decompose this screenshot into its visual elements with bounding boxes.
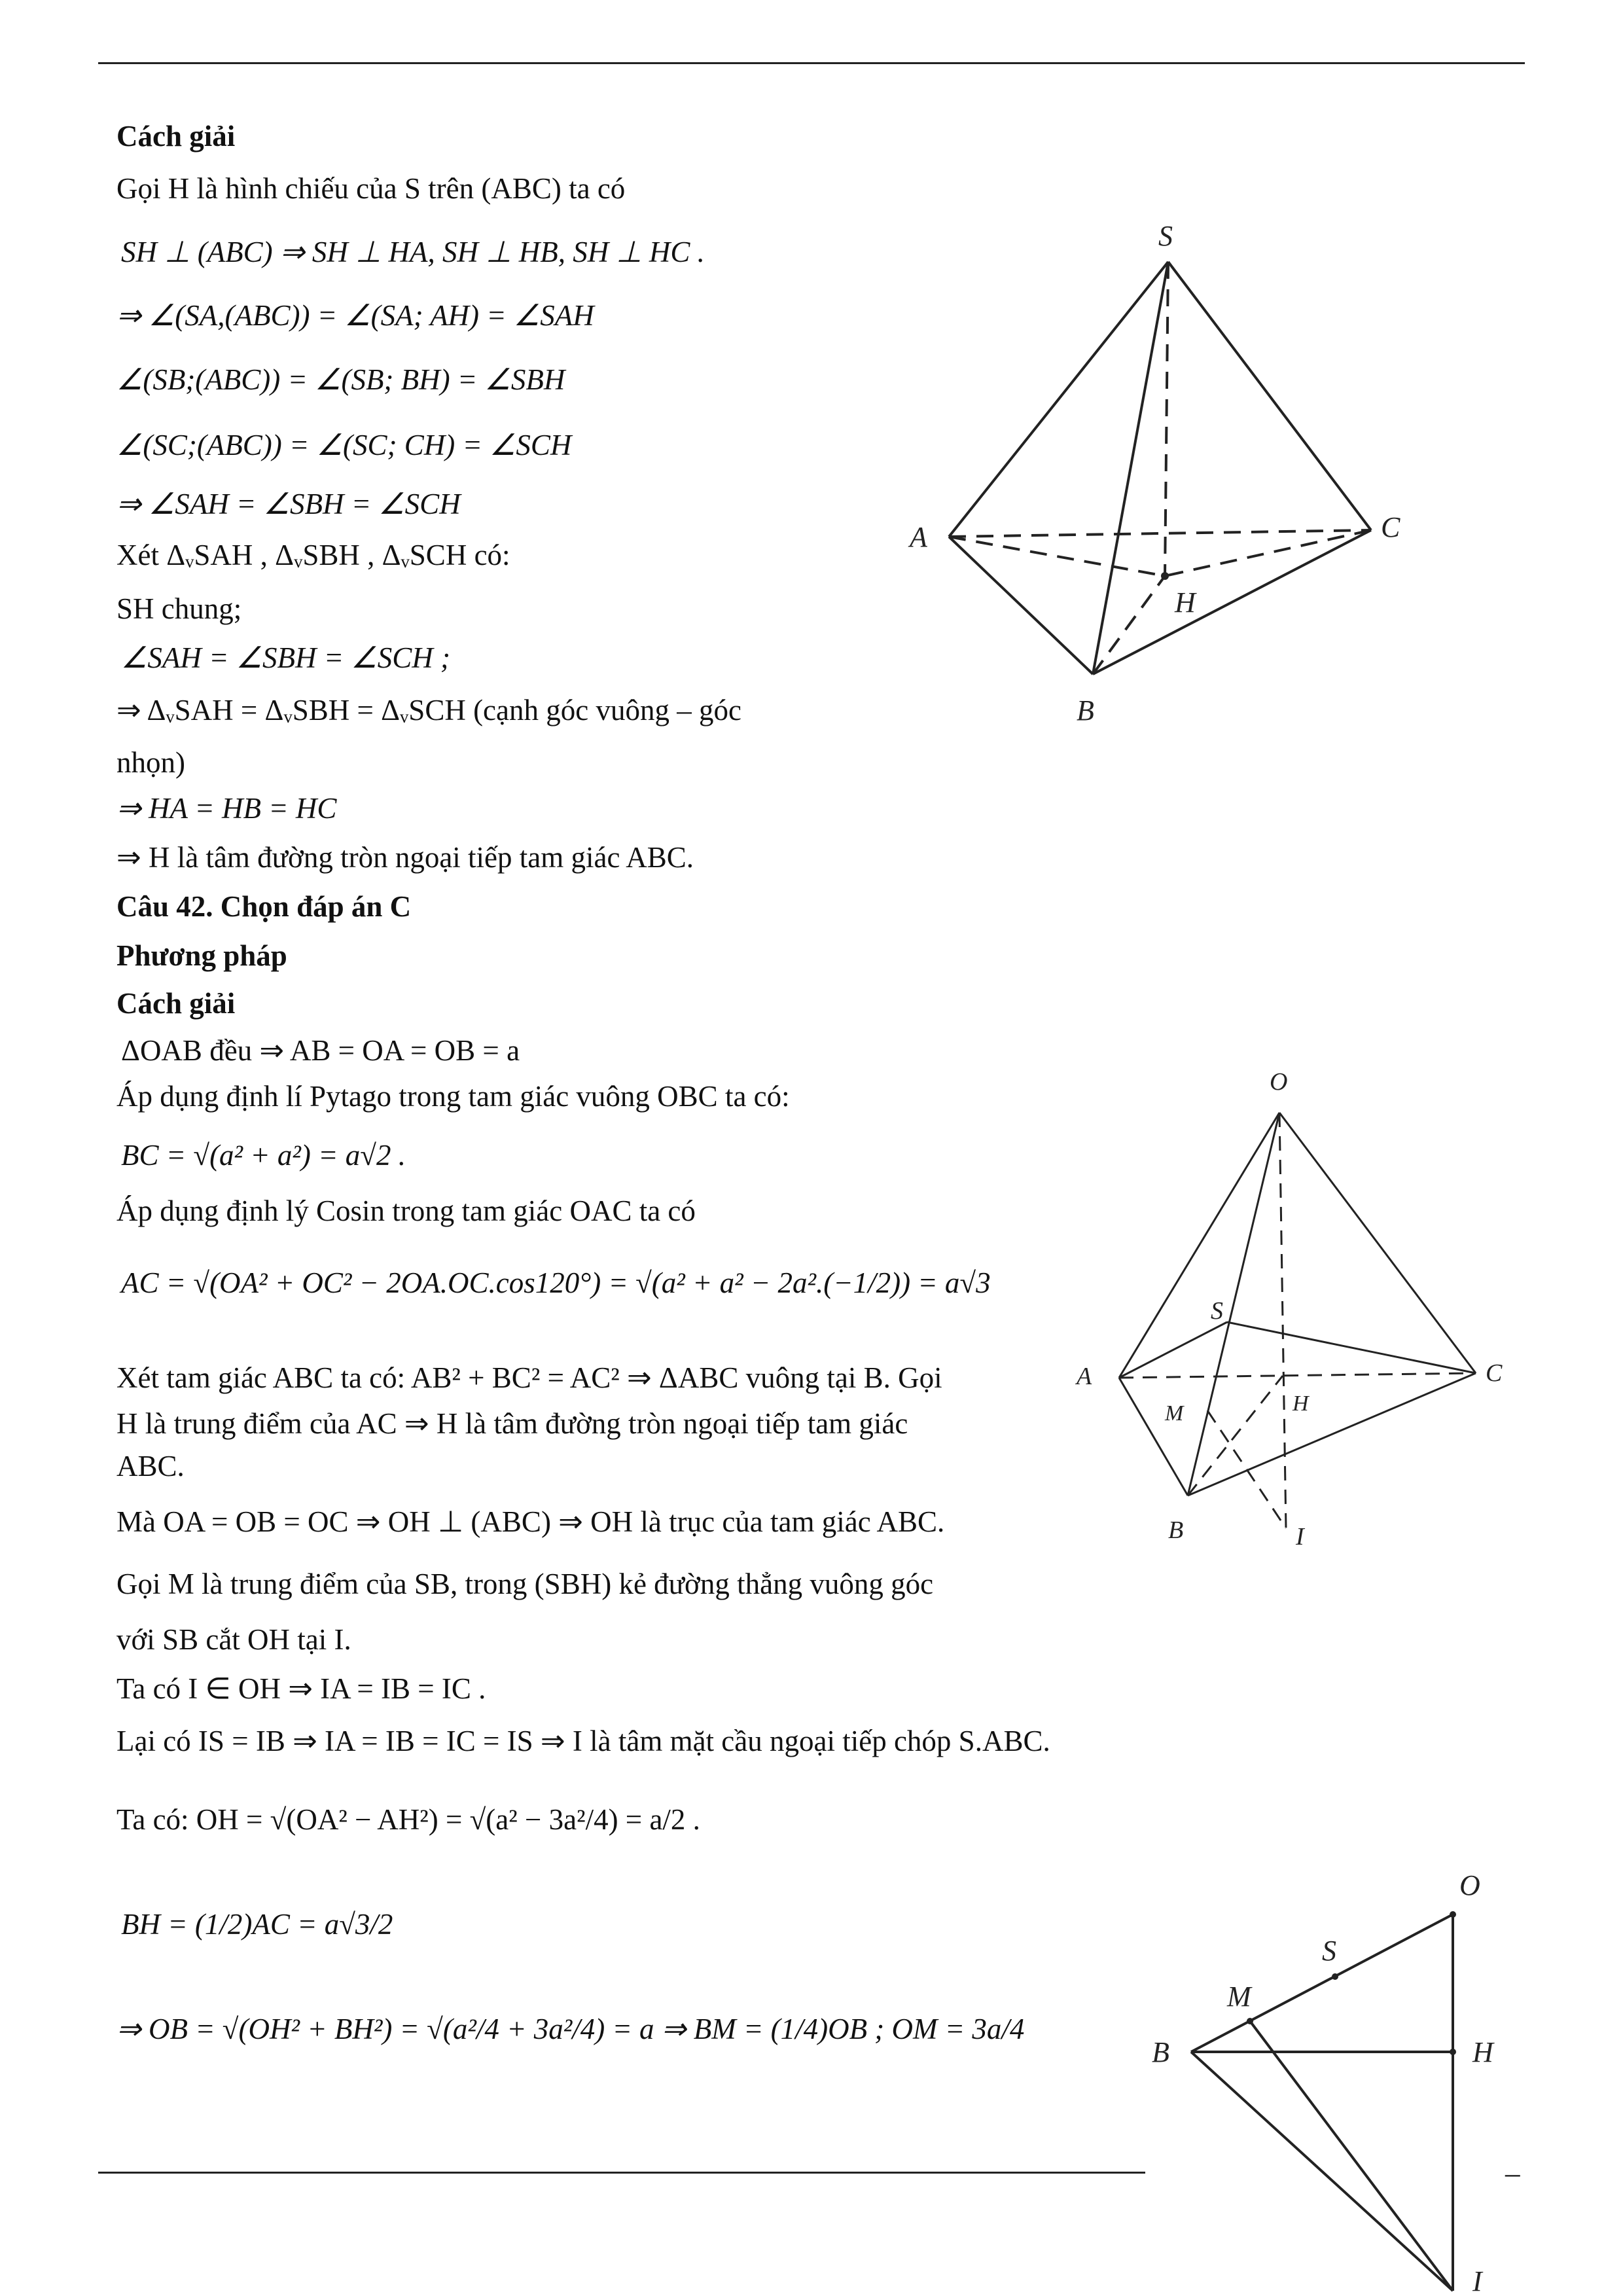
math-line: AC = √(OA² + OC² − 2OA.OC.cos120°) = √(a² + a² − 2a².(−1/2)) = a√3 — [121, 1266, 991, 1299]
math-line: BH = (1/2)AC = a√3/2 — [121, 1908, 393, 1941]
label-c: C — [1486, 1359, 1503, 1387]
text-line: Áp dụng định lý Cosin trong tam giác OAC ta có — [116, 1194, 696, 1227]
math-line: ⇒ OB = √(OH² + BH²) = √(a²/4 + 3a²/4) = a ⇒ BM = (1/4)OB ; OM = 3a/4 — [116, 2013, 1025, 2045]
text-line: H là trung điểm của AC ⇒ H là tâm đường tròn ngoại tiếp tam giác — [116, 1407, 908, 1440]
edge-ac-hidden — [949, 530, 1371, 537]
edge-ab — [949, 537, 1093, 674]
text-line: Áp dụng định lí Pytago trong tam giác vuông OBC ta có: — [116, 1080, 790, 1113]
text-line: nhọn) — [116, 746, 185, 779]
label-m: M — [1165, 1401, 1184, 1426]
text-line: Lại có IS = IB ⇒ IA = IB = IC = IS ⇒ I là tâm mặt cầu ngoại tiếp chóp S.ABC. — [116, 1725, 1050, 1757]
math-line: BC = √(a² + a²) = a√2 . — [121, 1139, 406, 1172]
label-m: M — [1227, 1981, 1251, 2013]
point-h — [1161, 572, 1169, 580]
segment-ch-hidden — [1165, 530, 1371, 576]
label-h: H — [1175, 586, 1196, 619]
text-line: ⇒ ΔᵥSAH = ΔᵥSBH = ΔᵥSCH (cạnh góc vuông – góc — [116, 694, 741, 726]
footer-dash: – — [1505, 2157, 1520, 2189]
text-line: Ta có I ∈ OH ⇒ IA = IB = IC . — [116, 1672, 486, 1705]
point-m — [1247, 2018, 1253, 2024]
text-line: Mà OA = OB = OC ⇒ OH ⊥ (ABC) ⇒ OH là trục của tam giác ABC. — [116, 1505, 945, 1538]
label-o: O — [1270, 1068, 1288, 1096]
question-42-heading: Câu 42. Chọn đáp án C — [116, 890, 412, 923]
math-line: ∠SAH = ∠SBH = ∠SCH ; — [121, 641, 450, 674]
figure-plane-sbh — [1126, 1793, 1544, 2296]
label-s: S — [1158, 220, 1173, 252]
label-i: I — [1472, 2265, 1482, 2296]
edge-sc — [1168, 262, 1371, 530]
edge-oa — [1119, 1113, 1279, 1378]
segment-mi-hidden — [1207, 1410, 1286, 1528]
label-o: O — [1459, 1869, 1480, 1901]
point-h — [1450, 2049, 1456, 2055]
label-a: A — [910, 521, 927, 553]
label-h: H — [1293, 1391, 1309, 1416]
text-line: Xét ΔᵥSAH , ΔᵥSBH , ΔᵥSCH có: — [116, 539, 510, 571]
heading-phuong-phap: Phương pháp — [116, 939, 287, 972]
text-line: ⇒ H là tâm đường tròn ngoại tiếp tam giác ABC. — [116, 841, 694, 874]
point-o — [1450, 1911, 1456, 1918]
math-line: ⇒ ∠SAH = ∠SBH = ∠SCH — [116, 488, 461, 520]
label-b: B — [1152, 2036, 1169, 2068]
math-line: ∠(SB;(ABC)) = ∠(SB; BH) = ∠SBH — [116, 363, 565, 396]
label-h: H — [1472, 2036, 1493, 2068]
label-i: I — [1296, 1523, 1304, 1551]
edge-bc — [1188, 1373, 1476, 1496]
figure-pyramid-sabc — [903, 209, 1440, 746]
label-s: S — [1322, 1935, 1336, 1967]
edge-sb — [1093, 262, 1168, 674]
edge-bc — [1093, 530, 1371, 674]
label-c: C — [1381, 511, 1400, 543]
edge-sa — [949, 262, 1168, 537]
label-a: A — [1077, 1363, 1092, 1390]
segment-bh-hidden — [1093, 576, 1165, 674]
header-rule — [98, 62, 1525, 64]
figure-pyramid-oabc — [1060, 1060, 1518, 1558]
math-line: ⇒ ∠(SA,(ABC)) = ∠(SA; AH) = ∠SAH — [116, 299, 594, 332]
segment-sc — [1227, 1322, 1476, 1373]
segment-mi — [1250, 2021, 1453, 2291]
text-line: SH chung; — [116, 592, 242, 625]
footer-rule — [98, 2172, 1145, 2174]
label-b: B — [1077, 694, 1094, 726]
math-line: ∠(SC;(ABC)) = ∠(SC; CH) = ∠SCH — [116, 429, 572, 461]
label-b: B — [1168, 1516, 1184, 1544]
heading-cach-giai-1: Cách giải — [116, 120, 236, 152]
heading-cach-giai-2: Cách giải — [116, 987, 236, 1020]
edge-ac-hidden — [1119, 1373, 1476, 1378]
segment-oi-hidden — [1279, 1113, 1286, 1528]
segment-ah-hidden — [949, 537, 1165, 576]
math-line: SH ⊥ (ABC) ⇒ SH ⊥ HA, SH ⊥ HB, SH ⊥ HC . — [121, 236, 705, 268]
segment-sh-hidden — [1165, 262, 1168, 576]
point-s — [1332, 1973, 1338, 1980]
text-line: Ta có: OH = √(OA² − AH²) = √(a² − 3a²/4) = a/2 . — [116, 1803, 700, 1836]
text-line: với SB cắt OH tại I. — [116, 1623, 351, 1656]
edge-oc — [1279, 1113, 1476, 1373]
text-line: Xét tam giác ABC ta có: AB² + BC² = AC² ⇒ ΔABC vuông tại B. Gọi — [116, 1361, 942, 1394]
segment-bi — [1191, 2052, 1453, 2291]
text-line: ABC. — [116, 1450, 185, 1482]
text-line: ΔOAB đều ⇒ AB = OA = OB = a — [121, 1034, 520, 1067]
text-line: Gọi M là trung điểm của SB, trong (SBH) kẻ đường thẳng vuông góc — [116, 1568, 934, 1600]
text-line: Gọi H là hình chiếu của S trên (ABC) ta có — [116, 172, 626, 205]
math-line: ⇒ HA = HB = HC — [116, 792, 337, 825]
label-s: S — [1211, 1297, 1223, 1325]
edge-ab — [1119, 1378, 1188, 1496]
